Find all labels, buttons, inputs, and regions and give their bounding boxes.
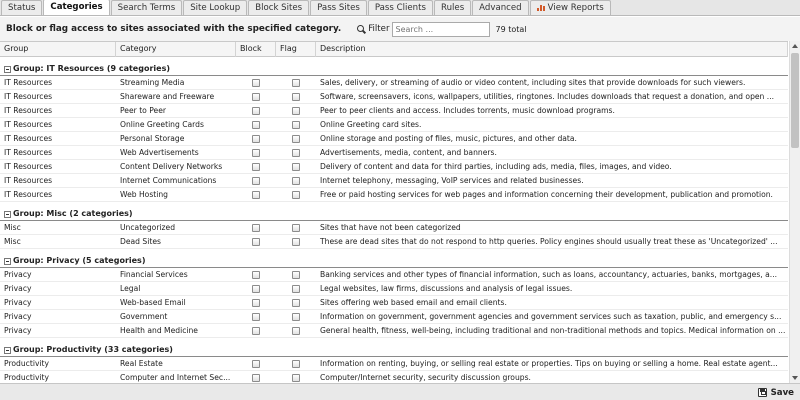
cell-category: Content Delivery Networks [120, 162, 223, 171]
cell-description: Software, screensavers, icons, wallpapers, utilities, ringtones. Includes downloads that request a donation, and open ... [320, 92, 775, 101]
table-row[interactable] [0, 268, 788, 282]
table-row[interactable] [0, 324, 788, 338]
block-checkbox[interactable] [252, 107, 260, 115]
tab-bar [0, 0, 800, 16]
cell-group: IT Resources [4, 106, 53, 115]
cell-group: Misc [4, 237, 21, 246]
flag-checkbox[interactable] [292, 299, 300, 307]
cell-category: Legal [120, 284, 141, 293]
table-row[interactable] [0, 357, 788, 371]
tab-view-reports[interactable] [530, 0, 611, 15]
flag-checkbox[interactable] [292, 327, 300, 335]
tab-label: Advanced [479, 3, 522, 13]
flag-checkbox[interactable] [292, 79, 300, 87]
cell-category: Government [120, 312, 168, 321]
group-header[interactable] [0, 249, 788, 268]
block-checkbox[interactable] [252, 285, 260, 293]
cell-block [236, 160, 276, 173]
block-checkbox[interactable] [252, 224, 260, 232]
cell-group: Privacy [4, 326, 32, 335]
cell-block [236, 174, 276, 187]
bar-chart-icon [537, 4, 546, 11]
cell-block [236, 132, 276, 145]
grid-body [0, 57, 788, 383]
cell-group: IT Resources [4, 134, 53, 143]
cell-flag [276, 188, 316, 201]
cell-description: Computer/Internet security, security discussion groups. [320, 373, 531, 382]
block-checkbox[interactable] [252, 238, 260, 246]
scrollbar-thumb[interactable] [791, 53, 799, 148]
save-label: Save [770, 387, 794, 398]
cell-group: Privacy [4, 298, 32, 307]
cell-flag [276, 118, 316, 131]
block-checkbox[interactable] [252, 313, 260, 321]
cell-block [236, 357, 276, 370]
flag-checkbox[interactable] [292, 238, 300, 246]
cell-flag [276, 310, 316, 323]
cell-description: These are dead sites that do not respond to http queries. Policy engines should usually treat these as 'Uncategorized' ... [320, 237, 778, 246]
table-row[interactable] [0, 76, 788, 90]
cell-flag [276, 104, 316, 117]
cell-category: Online Greeting Cards [120, 120, 204, 129]
cell-category: Personal Storage [120, 134, 185, 143]
cell-category: Health and Medicine [120, 326, 198, 335]
block-checkbox[interactable] [252, 163, 260, 171]
block-checkbox[interactable] [252, 271, 260, 279]
block-checkbox[interactable] [252, 149, 260, 157]
cell-block [236, 90, 276, 103]
cell-block [236, 235, 276, 248]
group-title: Group: IT Resources (9 categories) [13, 64, 170, 73]
cell-category: Shareware and Freeware [120, 92, 215, 101]
table-row[interactable] [0, 118, 788, 132]
cell-description: Information on government, government agencies and government services such as taxation, public, and emergency s... [320, 312, 782, 321]
scroll-down-icon[interactable] [792, 376, 798, 380]
cell-block [236, 310, 276, 323]
footer-bar [0, 383, 800, 400]
table-row[interactable] [0, 371, 788, 383]
flag-checkbox[interactable] [292, 121, 300, 129]
cell-group: Misc [4, 223, 21, 232]
cell-block [236, 268, 276, 281]
cell-category: Web Advertisements [120, 148, 199, 157]
table-row[interactable] [0, 104, 788, 118]
cell-flag [276, 282, 316, 295]
cell-block [236, 118, 276, 131]
flag-checkbox[interactable] [292, 224, 300, 232]
cell-category: Web Hosting [120, 190, 169, 199]
tab-label: Site Lookup [190, 3, 241, 13]
cell-group: IT Resources [4, 190, 53, 199]
page-heading: Block or flag access to sites associated with the specified category. [6, 24, 342, 34]
cell-description: Legal websites, law firms, discussions and analysis of legal issues. [320, 284, 573, 293]
cell-group: Privacy [4, 284, 32, 293]
table-row[interactable] [0, 235, 788, 249]
flag-checkbox[interactable] [292, 191, 300, 199]
table-row[interactable] [0, 174, 788, 188]
flag-checkbox[interactable] [292, 149, 300, 157]
tab-label: Rules [440, 3, 465, 13]
cell-group: Productivity [4, 359, 50, 368]
cell-description: Online Greeting card sites. [320, 120, 422, 129]
flag-checkbox[interactable] [292, 360, 300, 368]
cell-category: Dead Sites [120, 237, 161, 246]
cell-description: Sites offering web based email and email clients. [320, 298, 507, 307]
tab-rules[interactable] [434, 0, 471, 15]
tab-label: Pass Clients [374, 3, 426, 13]
cell-group: IT Resources [4, 162, 53, 171]
table-row[interactable] [0, 146, 788, 160]
cell-category: Real Estate [120, 359, 163, 368]
cell-description: Sales, delivery, or streaming of audio or video content, including sites that provide downloads for such viewers. [320, 78, 746, 87]
category-toolbar [0, 17, 800, 41]
cell-description: Internet telephony, messaging, VoIP services and related businesses. [320, 176, 584, 185]
cell-description: Online storage and posting of files, music, pictures, and other data. [320, 134, 577, 143]
column-header-flag[interactable]: Flag [276, 42, 316, 57]
cell-category: Computer and Internet Sec... [120, 373, 231, 382]
tab-label: View Reports [547, 3, 604, 13]
cell-flag [276, 146, 316, 159]
column-header-description[interactable]: Description [316, 42, 788, 57]
flag-checkbox[interactable] [292, 93, 300, 101]
tab-label: Search Terms [117, 3, 176, 13]
table-row[interactable] [0, 221, 788, 235]
cell-block [236, 188, 276, 201]
block-checkbox[interactable] [252, 299, 260, 307]
collapse-icon[interactable] [4, 66, 11, 73]
save-button[interactable] [758, 386, 794, 399]
flag-checkbox[interactable] [292, 107, 300, 115]
cell-category: Streaming Media [120, 78, 185, 87]
cell-block [236, 104, 276, 117]
total-count: 79 total [495, 24, 527, 34]
group-header[interactable] [0, 57, 788, 76]
cell-flag [276, 296, 316, 309]
flag-checkbox[interactable] [292, 163, 300, 171]
flag-checkbox[interactable] [292, 271, 300, 279]
block-checkbox[interactable] [252, 79, 260, 87]
cell-flag [276, 221, 316, 234]
cell-description: General health, fitness, well-being, including traditional and non-traditional methods and topics. Medical information on ... [320, 326, 786, 335]
cell-description: Information on renting, buying, or selling real estate or properties. Tips on buying or selling a home. Real estate agent... [320, 359, 778, 368]
table-row[interactable] [0, 310, 788, 324]
cell-category: Uncategorized [120, 223, 176, 232]
cell-flag [276, 371, 316, 383]
scroll-up-icon[interactable] [792, 44, 798, 48]
cell-description: Banking services and other types of financial information, such as loans, accountancy, actuaries, banks, mortgages, a... [320, 270, 778, 279]
cell-group: IT Resources [4, 148, 53, 157]
block-checkbox[interactable] [252, 191, 260, 199]
cell-block [236, 76, 276, 89]
cell-block [236, 146, 276, 159]
group-title: Group: Misc (2 categories) [13, 209, 133, 218]
column-header-block[interactable]: Block [236, 42, 276, 57]
block-checkbox[interactable] [252, 177, 260, 185]
floppy-disk-icon [758, 388, 767, 397]
filter-label: Filter [368, 24, 390, 34]
cell-group: IT Resources [4, 176, 53, 185]
flag-checkbox[interactable] [292, 135, 300, 143]
cell-group: Privacy [4, 270, 32, 279]
cell-flag [276, 160, 316, 173]
tab-label: Block Sites [255, 3, 303, 13]
cell-description: Delivery of content and data for third parties, including ads, media, files, images, and video. [320, 162, 672, 171]
table-row[interactable] [0, 132, 788, 146]
cell-group: IT Resources [4, 120, 53, 129]
collapse-icon[interactable] [4, 258, 11, 265]
table-row[interactable] [0, 296, 788, 310]
column-header-group[interactable]: Group [0, 42, 116, 57]
column-header-category[interactable]: Category [116, 42, 236, 57]
cell-category: Peer to Peer [120, 106, 166, 115]
cell-group: Productivity [4, 373, 50, 382]
collapse-icon[interactable] [4, 211, 11, 218]
block-checkbox[interactable] [252, 327, 260, 335]
cell-description: Peer to peer clients and access. Includes torrents, music download programs. [320, 106, 615, 115]
block-checkbox[interactable] [252, 121, 260, 129]
cell-flag [276, 324, 316, 337]
cell-flag [276, 357, 316, 370]
cell-description: Free or paid hosting services for web pages and information concerning their development, publication and promotion. [320, 190, 773, 199]
cell-group: IT Resources [4, 78, 53, 87]
cell-block [236, 371, 276, 383]
group-title: Group: Productivity (33 categories) [13, 345, 173, 354]
cell-flag [276, 235, 316, 248]
cell-description: Advertisements, media, content, and banners. [320, 148, 497, 157]
tab-categories[interactable] [43, 0, 109, 15]
cell-group: IT Resources [4, 92, 53, 101]
flag-checkbox[interactable] [292, 374, 300, 382]
grid-header [0, 41, 788, 57]
cell-category: Financial Services [120, 270, 188, 279]
table-row[interactable] [0, 282, 788, 296]
cell-description: Sites that have not been categorized [320, 223, 461, 232]
block-checkbox[interactable] [252, 374, 260, 382]
cell-block [236, 324, 276, 337]
search-input[interactable] [392, 22, 490, 37]
table-row[interactable] [0, 90, 788, 104]
tab-label: Pass Sites [317, 3, 360, 13]
cell-group: Privacy [4, 312, 32, 321]
flag-checkbox[interactable] [292, 177, 300, 185]
tab-status[interactable] [1, 0, 42, 15]
tab-site-lookup[interactable] [183, 0, 247, 15]
search-icon [357, 25, 366, 34]
flag-checkbox[interactable] [292, 313, 300, 321]
collapse-icon[interactable] [4, 347, 11, 354]
group-header[interactable] [0, 202, 788, 221]
tab-pass-sites[interactable] [310, 0, 367, 15]
tab-block-sites[interactable] [248, 0, 309, 15]
cell-category: Internet Communications [120, 176, 217, 185]
group-title: Group: Privacy (5 categories) [13, 256, 146, 265]
table-row[interactable] [0, 188, 788, 202]
block-checkbox[interactable] [252, 135, 260, 143]
cell-flag [276, 76, 316, 89]
cell-block [236, 221, 276, 234]
cell-category: Web-based Email [120, 298, 186, 307]
block-checkbox[interactable] [252, 93, 260, 101]
cell-flag [276, 132, 316, 145]
block-checkbox[interactable] [252, 360, 260, 368]
group-header[interactable] [0, 338, 788, 357]
tab-pass-clients[interactable] [368, 0, 433, 15]
categories-grid [0, 41, 800, 383]
tab-label: Status [8, 3, 36, 13]
cell-flag [276, 174, 316, 187]
vertical-scrollbar[interactable] [789, 41, 800, 383]
table-row[interactable] [0, 160, 788, 174]
tab-search-terms[interactable] [111, 0, 183, 15]
flag-checkbox[interactable] [292, 285, 300, 293]
cell-block [236, 296, 276, 309]
cell-block [236, 282, 276, 295]
cell-flag [276, 90, 316, 103]
cell-flag [276, 268, 316, 281]
tab-advanced[interactable] [472, 0, 528, 15]
tab-label: Categories [50, 2, 103, 12]
